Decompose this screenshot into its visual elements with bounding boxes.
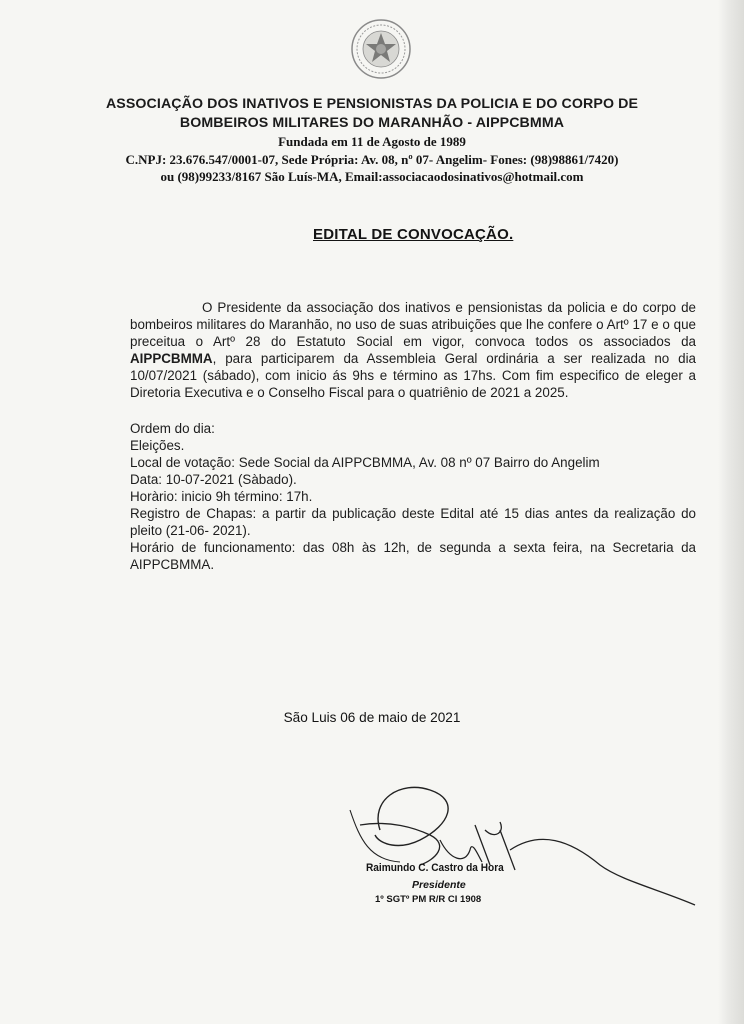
agenda-office-hours: Horário de funcionamento: das 08h às 12h, de segunda a sexta feira, na Secretaria da AIPPCBMMA. <box>130 540 696 572</box>
paragraph-text-part2: , para participarem da Assembleia Geral ordinária a ser realizada no dia 10/07/2021 (sábado), com inicio ás 9hs e término as 17hs. Com fim especifico de eleger a Diretoria Executiva e o Conselho Fiscal para o quatriênio de 2021 a 2025. <box>130 351 696 400</box>
contact-line2: ou (98)99233/8167 São Luís-MA, Email:associacaodosinativos@hotmail.com <box>160 169 584 184</box>
agenda-heading: Ordem do dia: <box>130 421 215 436</box>
association-seal-icon <box>350 18 412 80</box>
agenda-time: Horàrio: inicio 9h término: 17h. <box>130 489 313 504</box>
contact-line1: C.NPJ: 23.676.547/0001-07, Sede Própria: Av. 08, nº 07- Angelim- Fones: (98)98861/7420) <box>125 152 619 167</box>
handwritten-signature-icon <box>340 770 700 910</box>
paragraph-bold-acronym: AIPPCBMMA <box>130 351 213 366</box>
agenda-registration: Registro de Chapas: a partir da publicação deste Edital até 15 dias antes da realização do pleito (21-06- 2021). <box>130 506 696 538</box>
founded-date: Fundada em 11 de Agosto de 1989 <box>278 134 466 149</box>
agenda-voting-place: Local de votação: Sede Social da AIPPCBMMA, Av. 08 nº 07 Bairro do Angelim <box>130 455 600 470</box>
convocation-paragraph <box>130 299 696 401</box>
signatory-name: Raimundo C. Castro da Hora <box>366 862 504 874</box>
signatory-role: Presidente <box>412 879 466 891</box>
document-title: EDITAL DE CONVOCAÇÃO. <box>313 226 514 243</box>
agenda-date: Data: 10-07-2021 (Sàbado). <box>130 472 297 487</box>
agenda-elections: Eleições. <box>130 438 185 453</box>
signatory-rank: 1º SGTº PM R/R CI 1908 <box>375 894 482 905</box>
place-and-date: São Luis 06 de maio de 2021 <box>283 710 461 725</box>
association-name-line2: BOMBEIROS MILITARES DO MARANHÃO - AIPPCBMMA <box>179 115 565 131</box>
association-name-line1: ASSOCIAÇÃO DOS INATIVOS E PENSIONISTAS DA POLICIA E DO CORPO DE <box>105 96 639 112</box>
paragraph-text-part1: O Presidente da associação dos inativos e pensionistas da policia e do corpo de bombeiros militares do Maranhão, no uso de suas atribuições que lhe confere o Artº 17 e o que preceitua o Artº 28 do Estatuto Social em vigor, convoca todos os associados da <box>130 300 696 349</box>
agenda-block <box>130 420 696 573</box>
